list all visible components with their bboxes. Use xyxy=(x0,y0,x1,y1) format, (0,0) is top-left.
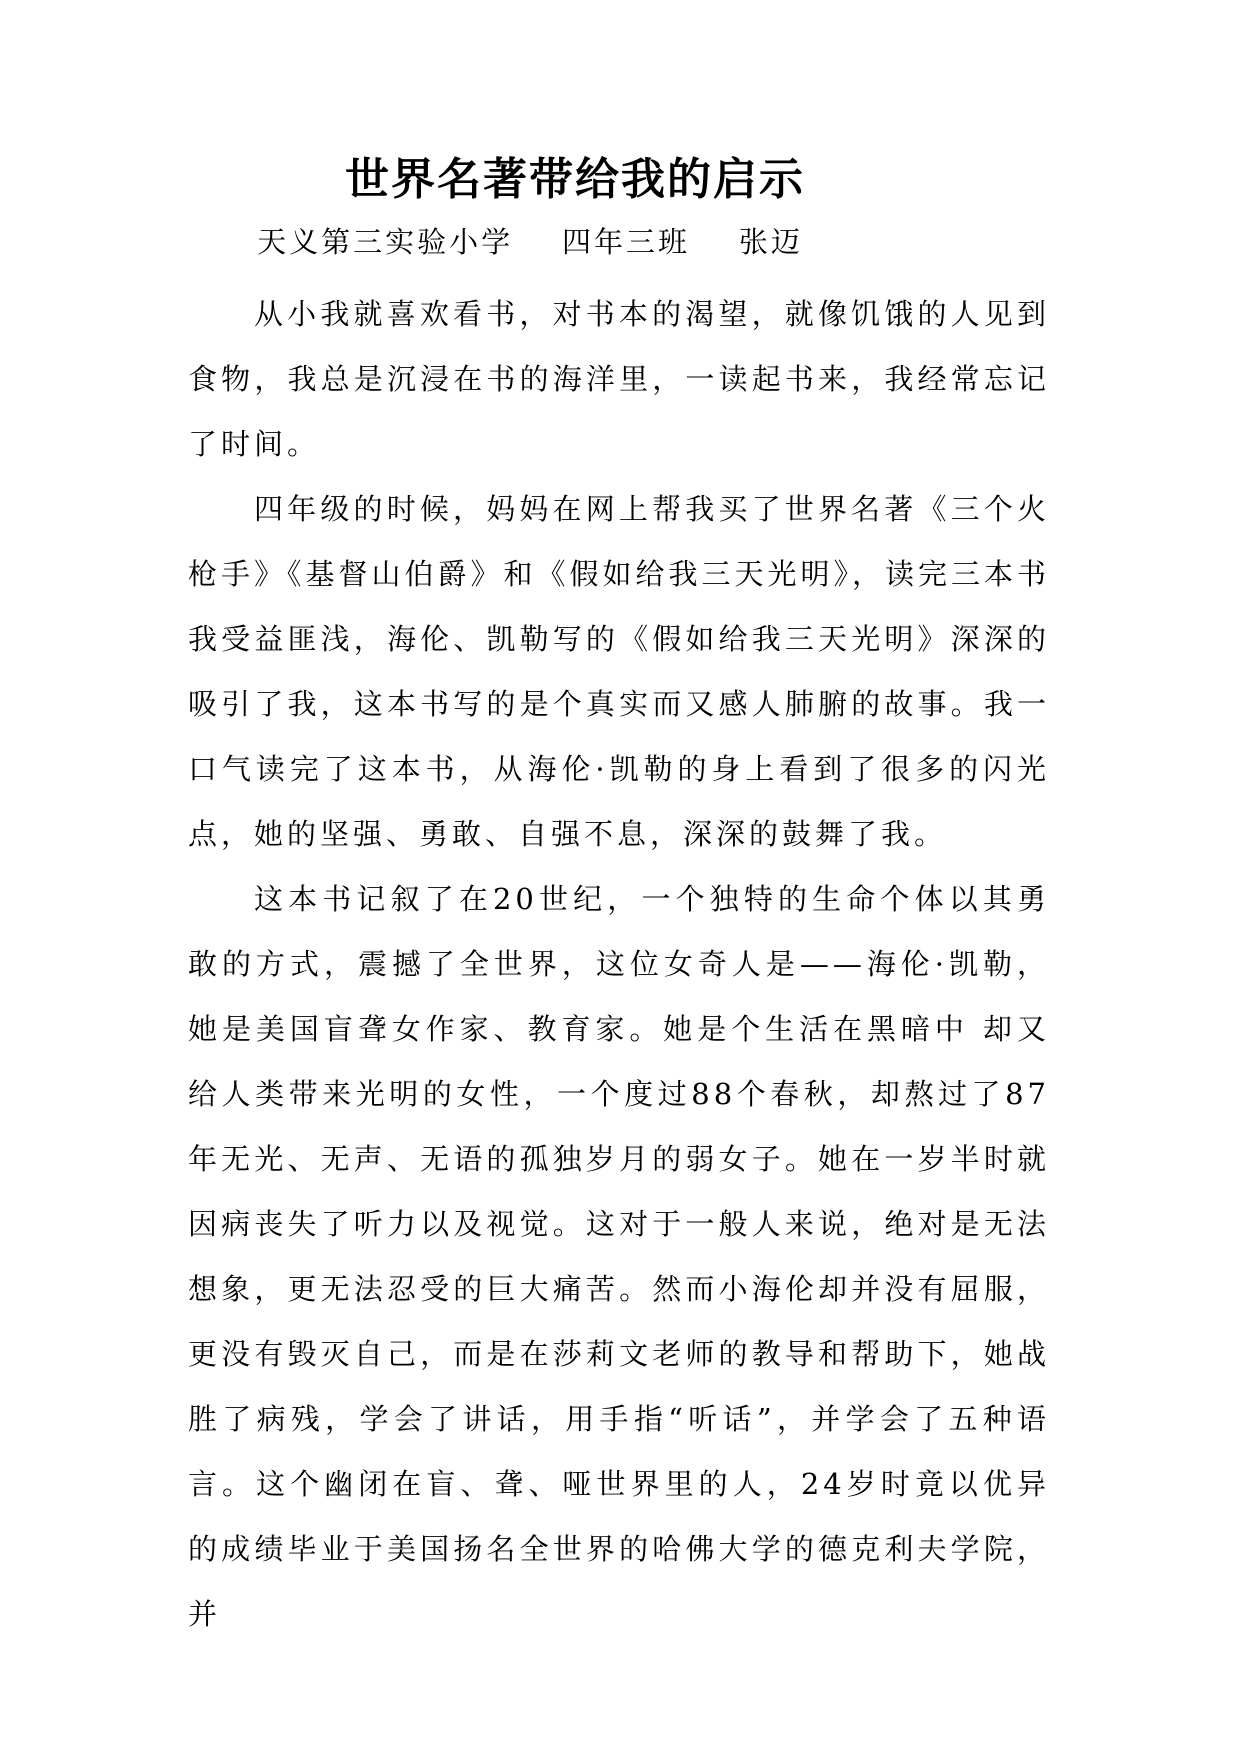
paragraph: 这本书记叙了在20世纪，一个独特的生命个体以其勇敢的方式，震撼了全世界，这位女奇人是——海伦·凯勒，她是美国盲聋女作家、教育家。她是个生活在黑暗中 却又给人类带来光明的女性，一个度过88个春秋，却熬过了87年无光、无声、无语的孤独岁月的弱女子。她在一岁半时就因病丧失了听力以及视觉。这对于一般人来说，绝对是无法想象，更无法忍受的巨大痛苦。然而小海伦却并没有屈服，更没有毁灭自己，而是在莎莉文老师的教导和帮助下，她战胜了病残，学会了讲话，用手指“听话”，并学会了五种语言。这个幽闭在盲、聋、哑世界里的人，24岁时竟以优异的成绩毕业于美国扬名全世界的哈佛大学的德克利夫学院，并 xyxy=(188,882,1050,1631)
paragraph: 从小我就喜欢看书，对书本的渴望，就像饥饿的人见到食物，我总是沉浸在书的海洋里，一读起书来，我经常忘记了时间。 xyxy=(188,297,1050,461)
paragraph: 四年级的时候，妈妈在网上帮我买了世界名著《三个火枪手》《基督山伯爵》和《假如给我三天光明》，读完三本书我受益匪浅，海伦、凯勒写的《假如给我三天光明》深深的吸引了我，这本书写的是个真实而又感人肺腑的故事。我一口气读完了这本书，从海伦·凯勒的身上看到了很多的闪光点，她的坚强、勇敢、自强不息，深深的鼓舞了我。 xyxy=(188,492,1051,851)
document-body xyxy=(188,282,1050,1647)
author-byline: 天义第三实验小学 四年三班 张迈 xyxy=(257,225,803,259)
document-title: 世界名著带给我的启示 xyxy=(345,154,805,205)
